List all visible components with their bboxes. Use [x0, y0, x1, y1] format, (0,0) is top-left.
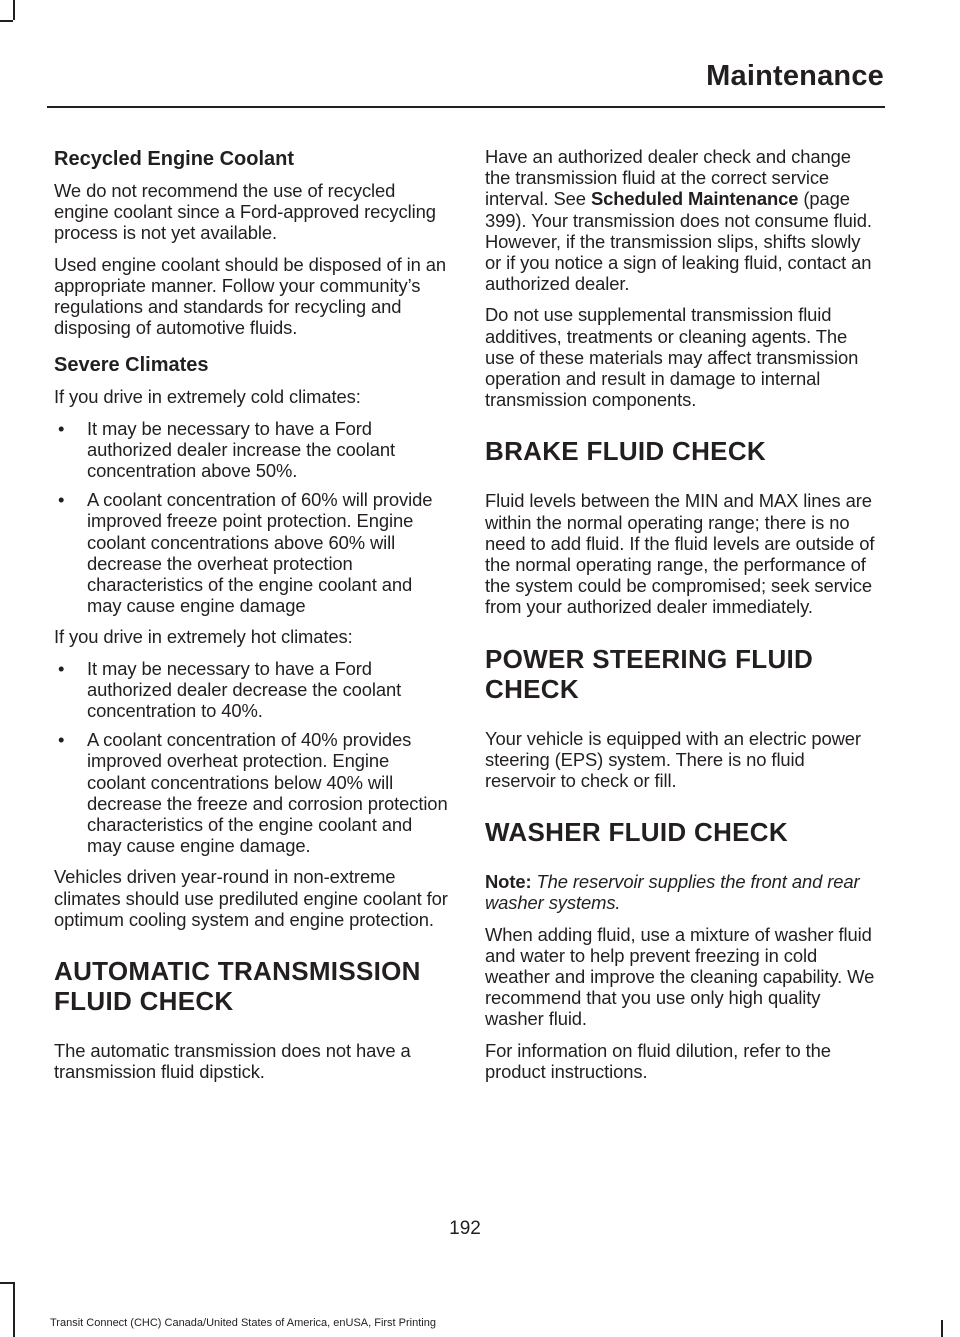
paragraph: We do not recommend the use of recycled engine coolant since a Ford-approved recycling process is not yet available. [54, 180, 436, 244]
text: (page 399). Your transmission does not consume fluid. However, if the transmission slips, shifts slowly or if you notice a sign of leaking fluid, contact an authorized dealer. [485, 188, 872, 295]
paragraph: If you drive in extremely hot climates: [54, 626, 353, 648]
header-divider [47, 106, 885, 108]
heading-brake-fluid: BRAKE FLUID CHECK [485, 436, 766, 467]
cold-climate-list [54, 418, 449, 617]
paragraph: If you drive in extremely cold climates: [54, 386, 361, 408]
page-number: 192 [449, 1218, 481, 1239]
cross-reference-link[interactable]: Scheduled Maintenance [590, 188, 799, 210]
heading-automatic-transmission: AUTOMATIC TRANSMISSION FLUID CHECK [54, 956, 421, 1017]
note-text: The reservoir supplies the front and rear washer systems. [485, 871, 860, 914]
footer-text: Transit Connect (CHC) Canada/United States of America, enUSA, First Printing [50, 1317, 436, 1329]
crop-mark [941, 1320, 943, 1337]
list-item: • It may be necessary to have a Ford authorized dealer decrease the coolant concentration to 40%. [54, 658, 449, 722]
heading-recycled-coolant: Recycled Engine Coolant [54, 148, 295, 170]
text: Have an authorized dealer check and change the transmission fluid at the correct service interval. See [485, 146, 851, 210]
heading-severe-climates: Severe Climates [54, 354, 209, 377]
note-label: Note: [485, 871, 532, 893]
crop-mark [0, 1282, 13, 1284]
heading-power-steering: POWER STEERING FLUID CHECK [485, 643, 814, 704]
heading-washer-fluid: WASHER FLUID CHECK [485, 817, 788, 848]
paragraph: For information on fluid dilution, refer to the product instructions. [485, 1039, 831, 1082]
paragraph: Do not use supplemental transmission fluid additives, treatments or cleaning agents. The use of these materials may affect transmission operation and result in damage to internal transmission components. [485, 304, 859, 411]
paragraph: Used engine coolant should be disposed of in an appropriate manner. Follow your community’s regulations and standards for recycling and disposing of automotive fluids. [54, 253, 447, 339]
list-item: • A coolant concentration of 60% will provide improved freeze point protection. Engine coolant concentrations above 60% will decrease the overheat protection characteristics of the engine coolant and may cause engine damage [54, 489, 449, 616]
paragraph: Fluid levels between the MIN and MAX lines are within the normal operating range; there is no need to add fluid. If the fluid levels are outside of the normal operating range, the performance of the system could be compromised; seek service from your authorized dealer immediately. [485, 490, 875, 618]
crop-mark [0, 20, 13, 22]
hot-climate-list [54, 658, 449, 857]
paragraph [485, 146, 880, 294]
crop-mark [13, 1282, 15, 1337]
left-column [54, 146, 449, 1093]
note [485, 871, 880, 913]
paragraph: When adding fluid, use a mixture of washer fluid and water to help prevent freezing in cold weather and improve the cleaning capability. We recommend that you use only high quality washer fluid. [485, 923, 875, 1030]
crop-mark [13, 0, 15, 20]
paragraph: The automatic transmission does not have a transmission fluid dipstick. [54, 1040, 411, 1083]
page-title: Maintenance [706, 60, 884, 92]
list-item: • It may be necessary to have a Ford authorized dealer increase the coolant concentration above 50%. [54, 418, 449, 482]
paragraph: Vehicles driven year-round in non-extreme climates should use prediluted engine coolant for optimum cooling system and engine protection. [54, 866, 448, 930]
list-item: • A coolant concentration of 40% provides improved overheat protection. Engine coolant concentrations below 40% will decrease the freeze and corrosion protection characteristics of the engine coolant and may cause engine damage. [54, 729, 449, 856]
right-column [485, 146, 880, 1092]
paragraph: Your vehicle is equipped with an electric power steering (EPS) system. There is no fluid reservoir to check or fill. [485, 727, 861, 792]
